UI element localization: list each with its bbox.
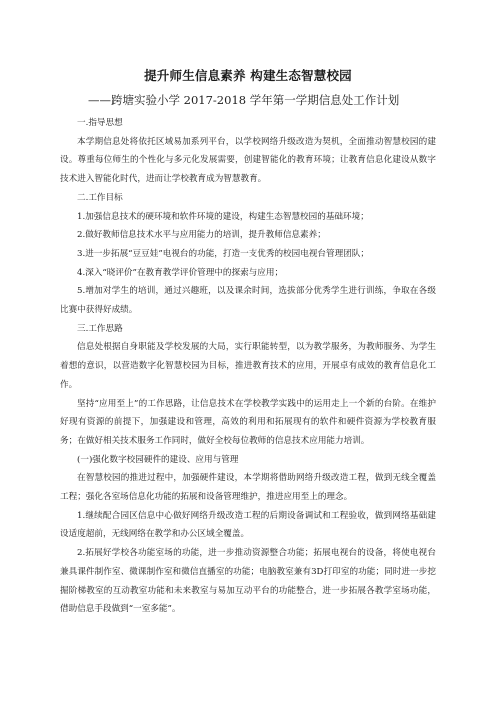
paragraph: 2.做好教师信息技术水平与应用能力的培训，提升教师信息素养； bbox=[77, 230, 326, 241]
section-heading: (一)强化数字校园硬件的建设、应用与管理 bbox=[77, 454, 239, 465]
paragraph: 1.加强信息技术的硬环境和软件环境的建设，构建生态智慧校园的基础环境； bbox=[77, 211, 369, 222]
paragraph: 3.进一步拓展“豆豆娃”电视台的功能，打造一支优秀的校园电视台管理团队； bbox=[77, 248, 369, 259]
section-heading: 三.工作思路 bbox=[77, 323, 123, 334]
paragraph: 1.继续配合园区信息中心做好网络升级改造工程的后期设备调试和工程验收，做到网络基础建设适度超前，无线网络在教学和办公区域全覆盖。 bbox=[60, 510, 436, 540]
document-title: 提升师生信息素养 构建生态智慧校园 bbox=[144, 68, 352, 83]
section-heading: 一.指导思想 bbox=[77, 118, 123, 128]
paragraph: 2.拓展好学校各功能室场的功能，进一步推动资源整合功能；拓展电视台的设备，将使电视台兼具课件制作室、微课制作室和微信直播室的功能；电脑教室兼有3D打印室的功能；同时进一步挖掘阶梯教室的互动教室功能和未来教室与易加互动平台的功能整合，进一步拓展各教学室场功能，借助信息手段做到“一室多能”。 bbox=[60, 548, 436, 615]
document-body bbox=[60, 114, 436, 619]
paragraph: 本学期信息处将依托区域易加系列平台，以学校网络升级改造为契机，全面推动智慧校园的建设。尊重每位师生的个性化与多元化发展需要，创建智能化的教育环境；让教育信息化建设从数字技术进入智能化时代，进而让学校教育成为智慧教育。 bbox=[60, 136, 436, 185]
document-subtitle: ——跨塘实验小学 2017-2018 学年第一学期信息处工作计划 bbox=[88, 93, 400, 107]
paragraph: 在智慧校园的推进过程中，加强硬件建设，本学期将借助网络升级改造工程，做到无线全覆盖工程；强化各室场信息化功能的拓展和设备管理维护，推进应用至上的理念。 bbox=[60, 473, 436, 503]
paragraph: 4.深入“晓评价”在教育教学评价管理中的探索与应用； bbox=[77, 267, 284, 278]
paragraph: 信息处根据自身职能及学校发展的大局，实行职能转型，以为教学服务，为教师服务、为学生着想的意识，以营造数字化智慧校园为目标，推进教育技术的应用，开展卓有成效的教育信息化工作。 bbox=[60, 342, 436, 390]
paragraph: 坚持“应用至上”的工作思路，让信息技术在学校教学实践中的运用走上一个新的台阶。在维护好现有资源的前提下，加强建设和管理，高效的利用和拓展现有的软件和硬件资源为学校教育服务；在做好相关技术服务工作同时，做好全校每位教师的信息技术应用能力培训。 bbox=[60, 398, 436, 446]
paragraph: 5.增加对学生的培训，通过兴趣班，以及课余时间，选拔部分优秀学生进行训练，争取在各级比赛中获得好成绩。 bbox=[60, 286, 436, 316]
section-heading: 二.工作目标 bbox=[77, 192, 123, 203]
